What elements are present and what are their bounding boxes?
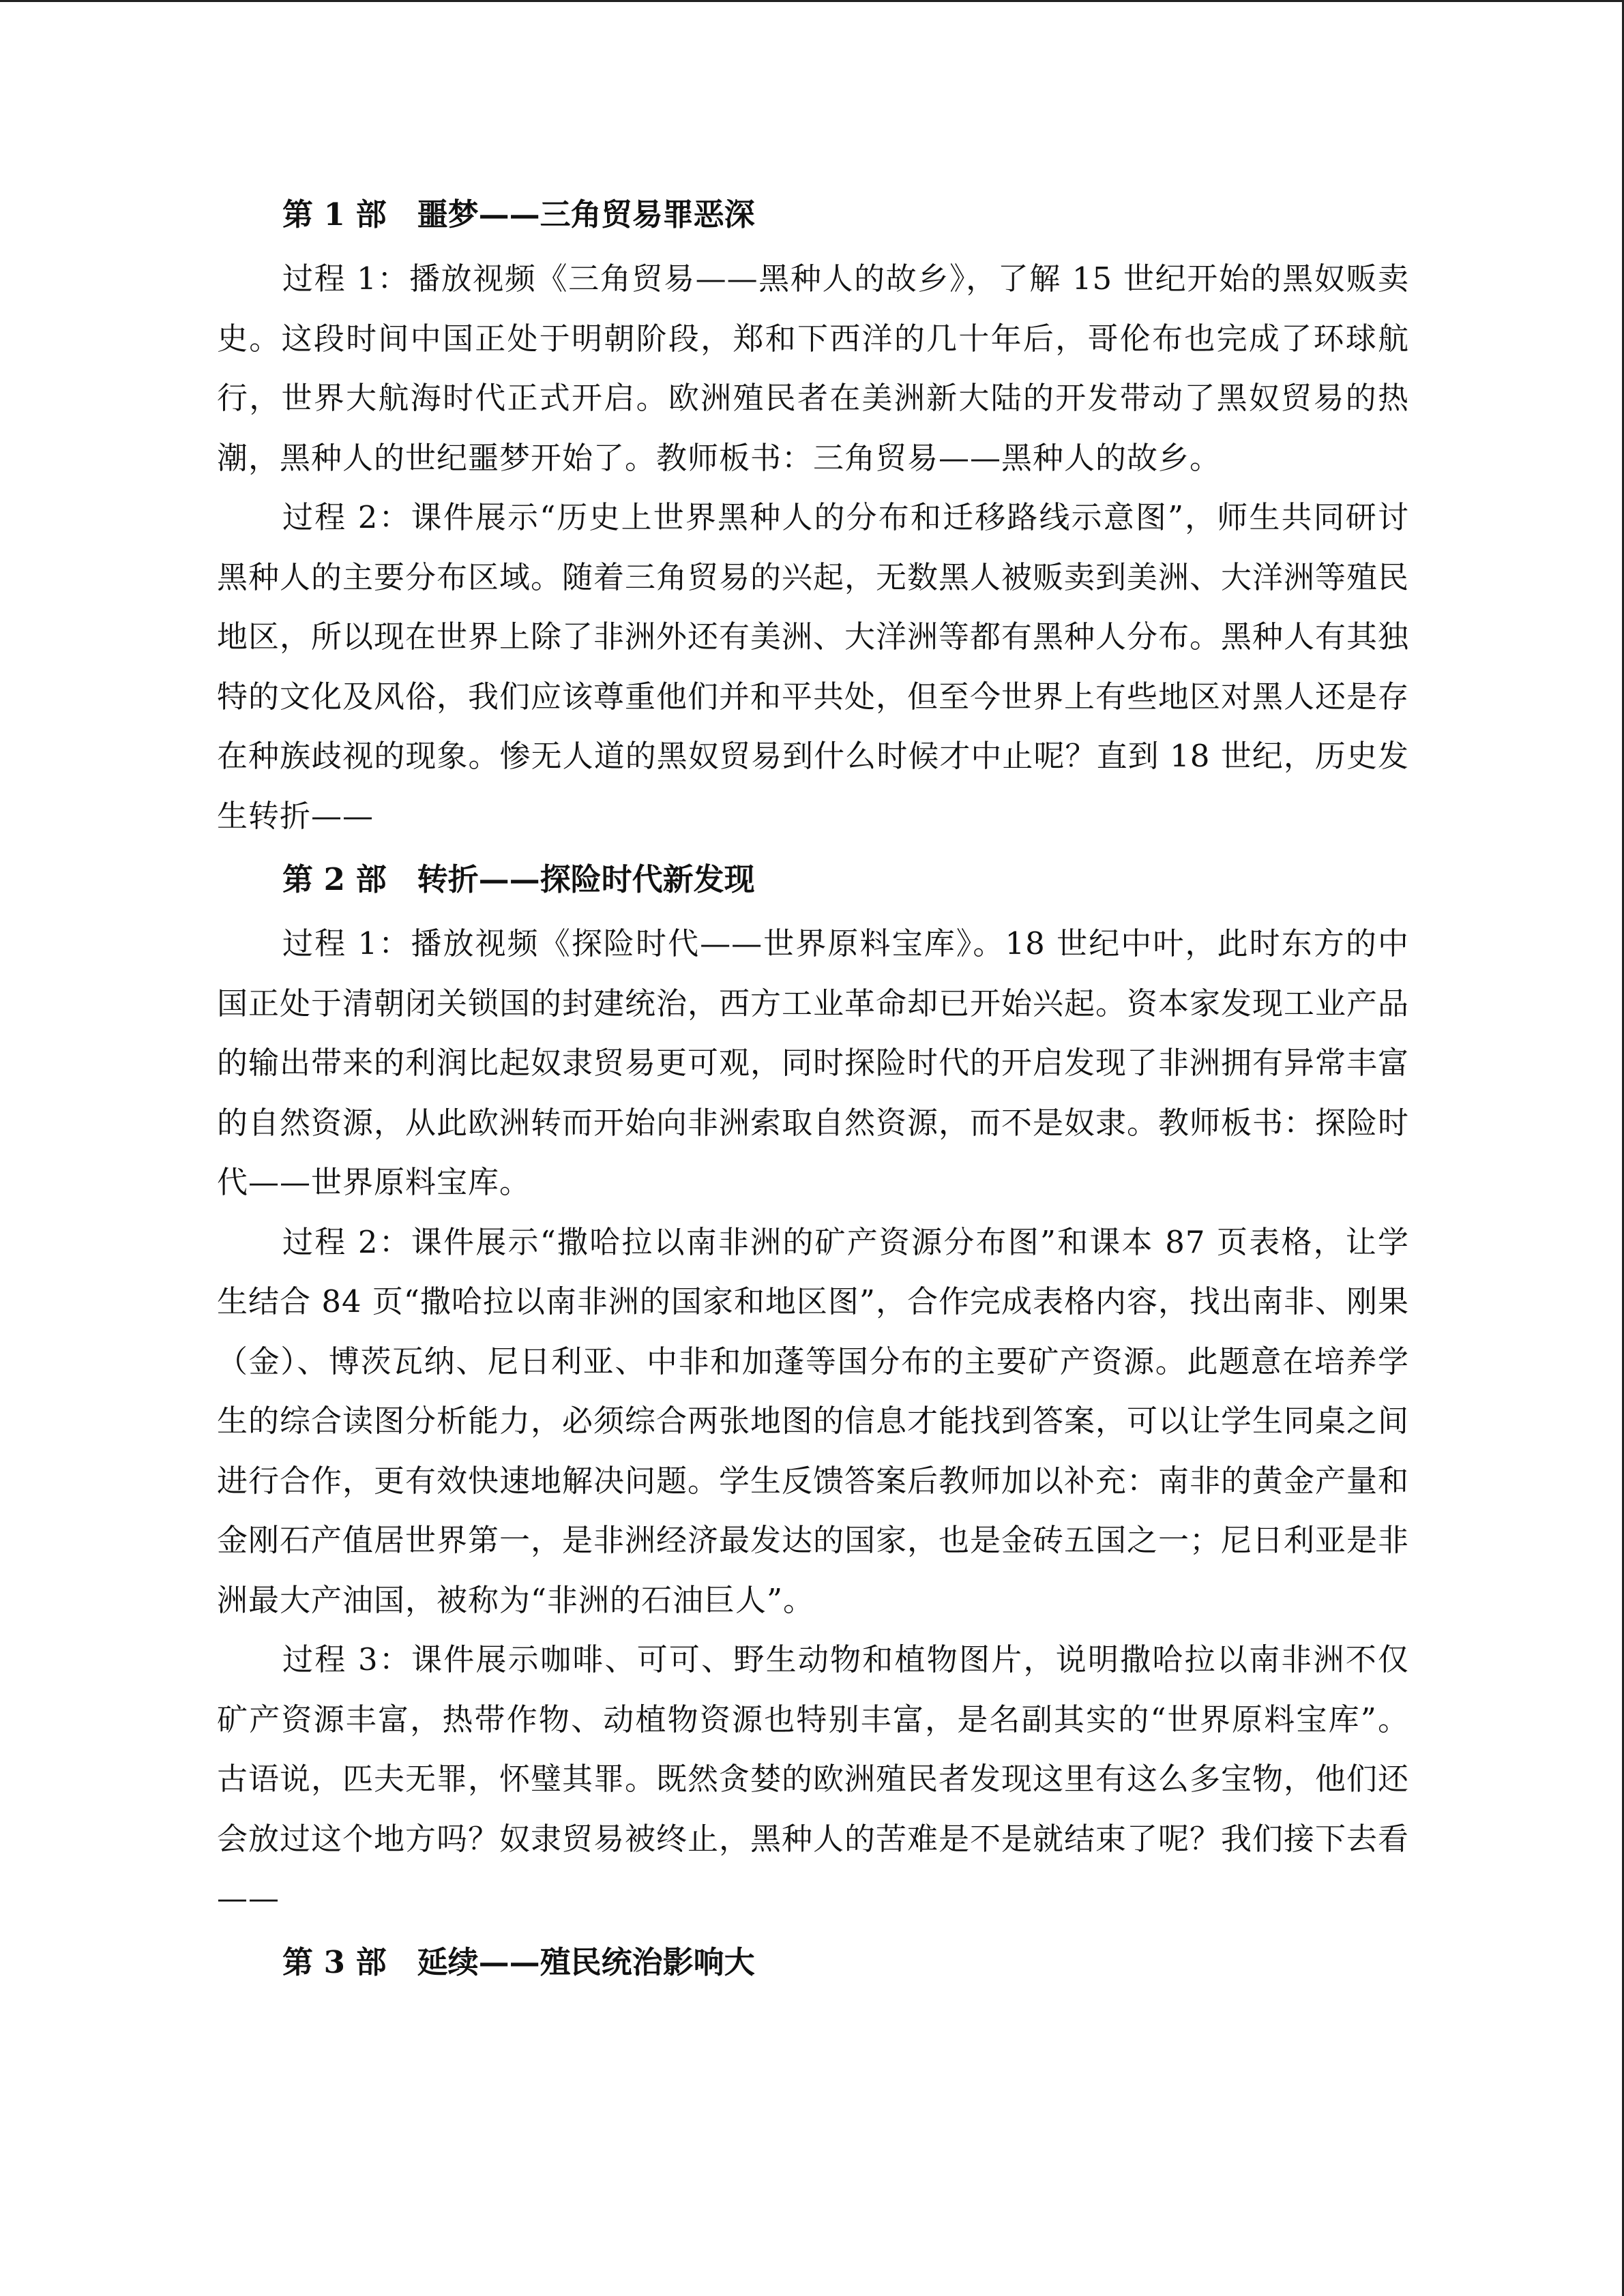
- document-body: [217, 193, 1409, 1984]
- paragraph: 过程 1：播放视频《三角贸易——黑种人的故乡》，了解 15 世纪开始的黑奴贩卖史。这段时间中国正处于明朝阶段，郑和下西洋的几十年后，哥伦布也完成了环球航行，世界大航海时代正式开启。欧洲殖民者在美洲新大陆的开发带动了黑奴贸易的热潮，黑种人的世纪噩梦开始了。教师板书：三角贸易——黑种人的故乡。: [217, 260, 1409, 476]
- paragraph: 过程 1：播放视频《探险时代——世界原料宝库》。18 世纪中叶，此时东方的中国正处于清朝闭关锁国的封建统治，西方工业革命却已开始兴起。资本家发现工业产品的输出带来的利润比起奴隶贸易更可观，同时探险时代的开启发现了非洲拥有异常丰富的自然资源，从此欧洲转而开始向非洲索取自然资源，而不是奴隶。教师板书：探险时代——世界原料宝库。: [217, 925, 1410, 1200]
- paragraph: 过程 2：课件展示“撒哈拉以南非洲的矿产资源分布图”和课本 87 页表格，让学生结合 84 页“撒哈拉以南非洲的国家和地区图”，合作完成表格内容，找出南非、刚果（金）、博茨瓦纳、尼日利亚、中非和加蓬等国分布的主要矿产资源。此题意在培养学生的综合读图分析能力，必须综合两张地图的信息才能找到答案，可以让学生同桌之间进行合作，更有效快速地解决问题。学生反馈答案后教师加以补充：南非的黄金产量和金刚石产值居世界第一，是非洲经济最发达的国家，也是金砖五国之一；尼日利亚是非洲最大产油国，被称为“非洲的石油巨人”。: [217, 1223, 1410, 1618]
- section-heading-2: 第 2 部 转折——探险时代新发现: [282, 861, 755, 897]
- section-heading-1: 第 1 部 噩梦——三角贸易罪恶深: [282, 196, 755, 233]
- section-heading-3: 第 3 部 延续——殖民统治影响大: [282, 1943, 755, 1980]
- paragraph: 过程 3：课件展示咖啡、可可、野生动物和植物图片，说明撒哈拉以南非洲不仅矿产资源丰富，热带作物、动植物资源也特别丰富，是名副其实的“世界原料宝库”。古语说，匹夫无罪，怀璧其罪。既然贪婪的欧洲殖民者发现这里有这么多宝物，他们还会放过这个地方吗？奴隶贸易被终止，黑种人的苦难是不是就结束了呢？我们接下去看——: [217, 1641, 1410, 1916]
- page-border-top: [0, 0, 1624, 2]
- paragraph: 过程 2：课件展示“历史上世界黑种人的分布和迁移路线示意图”，师生共同研讨黑种人的主要分布区域。随着三角贸易的兴起，无数黑人被贩卖到美洲、大洋洲等殖民地区，所以现在世界上除了非洲外还有美洲、大洋洲等都有黑种人分布。黑种人有其独特的文化及风俗，我们应该尊重他们并和平共处，但至今世界上有些地区对黑人还是存在种族歧视的现象。惨无人道的黑奴贸易到什么时候才中止呢？直到 18 世纪，历史发生转折——: [217, 499, 1410, 834]
